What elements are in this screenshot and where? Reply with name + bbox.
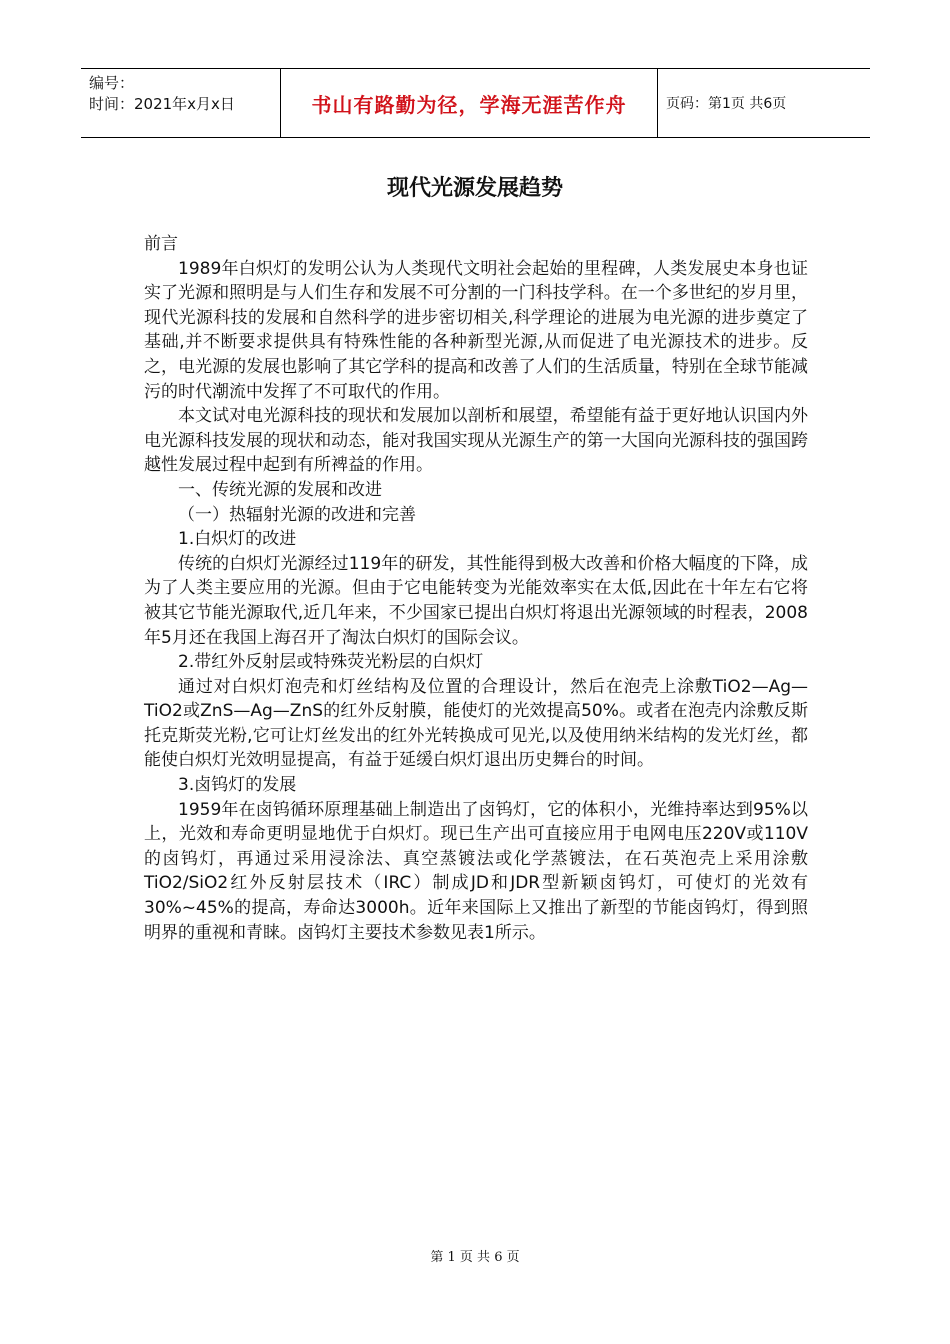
header-meta	[81, 69, 280, 137]
paragraph: （一）热辐射光源的改进和完善	[178, 504, 416, 525]
paragraph: 3.卤钨灯的发展	[178, 775, 297, 796]
header-table	[81, 68, 870, 138]
header-page-info: 页码：第1页 共6页	[666, 96, 787, 112]
paragraph: 2.带红外反射层或特殊荧光粉层的白炽灯	[178, 652, 484, 673]
paragraph: 本文试对电光源科技的现状和发展加以剖析和展望，希望能有益于更好地认识国内外电光源科技发展的现状和动态，能对我国实现从光源生产的第一大国向光源科技的强国跨越性发展过程中起到有所裨益的作用。	[144, 406, 808, 476]
paragraph: 1959年在卤钨循环原理基础上制造出了卤钨灯，它的体积小，光维持率达到95%以上，光效和寿命更明显地优于白炽灯。现已生产出可直接应用于电网电压220V或110V的卤钨灯，再通过采用浸涂法、真空蒸镀法或化学蒸镀法，在石英泡壳上采用涂敷TiO2/SiO2红外反射层技术（IRC）制成JD和JDR型新颖卤钨灯，可使灯的光效有30%~45%的提高，寿命达3000h。近年来国际上又推出了新型的节能卤钨灯，得到照明界的重视和青睐。卤钨灯主要技术参数见表1所示。	[144, 799, 808, 943]
paragraph: 通过对白炽灯泡壳和灯丝结构及位置的合理设计，然后在泡壳上涂敷TiO2—Ag—TiO2或ZnS—Ag—ZnS的红外反射膜，能使灯的光效提高50%。或者在泡壳内涂敷反斯托克斯荧光粉,它可让灯丝发出的红外光转换成可见光,以及使用纳米结构的发光灯丝，都能使白炽灯光效明显提高，有益于延缓白炽灯退出历史舞台的时间。	[144, 676, 808, 771]
header-motto: 书山有路勤为径，学海无涯苦作舟	[280, 69, 658, 137]
page-footer: 第 1 页 共 6 页	[430, 1250, 520, 1265]
document-title: 现代光源发展趋势	[386, 176, 563, 201]
document-body	[144, 232, 808, 945]
paragraph: 1.白炽灯的改进	[178, 529, 297, 550]
document-time-label: 时间：2021年x月x日	[89, 95, 235, 113]
paragraph: 1989年白炽灯的发明公认为人类现代文明社会起始的里程碑，人类发展史本身也证实了光源和照明是与人们生存和发展不可分割的一门科技学科。在一个多世纪的岁月里，现代光源科技的发展和自然科学的进步密切相关,科学理论的进展为电光源的进步奠定了基础,并不断要求提供具有特殊性能的各种新型光源,从而促进了电光源技术的进步。反之，电光源的发展也影响了其它学科的提高和改善了人们的生活质量，特别在全球节能减污的时代潮流中发挥了不可取代的作用。	[144, 258, 808, 402]
paragraph: 一、传统光源的发展和改进	[178, 479, 382, 500]
document-number-label: 编号：	[89, 74, 135, 92]
paragraph: 前言	[144, 234, 178, 254]
paragraph: 传统的白炽灯光源经过119年的研发，其性能得到极大改善和价格大幅度的下降，成为了人类主要应用的光源。但由于它电能转变为光能效率实在太低,因此在十年左右它将被其它节能光源取代,近几年来，不少国家已提出白炽灯将退出光源领域的时程表，2008年5月还在我国上海召开了淘汰白炽灯的国际会议。	[144, 553, 808, 648]
